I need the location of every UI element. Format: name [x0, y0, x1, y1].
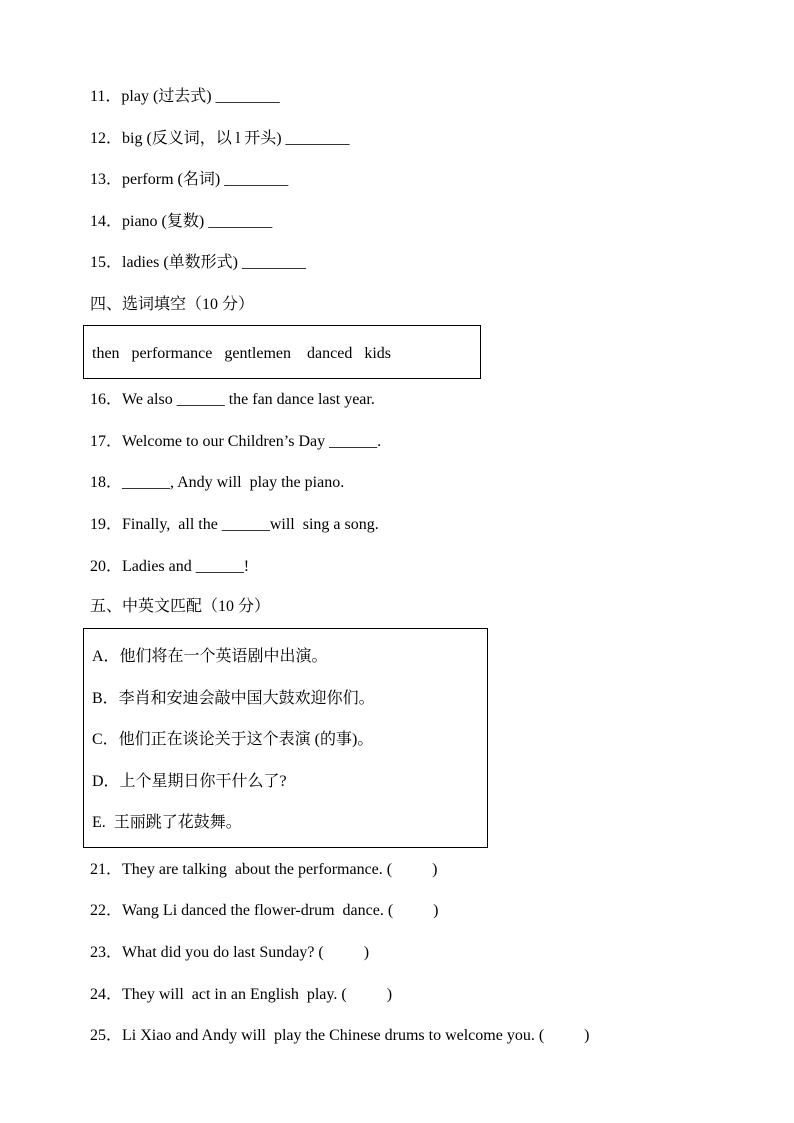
- question-18: 18．______, Andy will play the piano.: [90, 474, 345, 491]
- question-23: 23．What did you do last Sunday? ( ): [90, 944, 370, 961]
- question-25: 25．Li Xiao and Andy will play the Chinese drums to welcome you. ( ): [90, 1027, 590, 1044]
- question-12: 12．big (反义词，以 l 开头) ________: [90, 130, 350, 147]
- section-4-heading: 四、选词填空（10 分）: [90, 296, 255, 313]
- option-e: E. 王丽跳了花鼓舞。: [92, 814, 242, 831]
- option-b: B．李肖和安迪会敲中国大鼓欢迎你们。: [92, 690, 375, 707]
- question-15: 15．ladies (单数形式) ________: [90, 254, 306, 271]
- word-bank-text: then performance gentlemen danced kids: [92, 345, 391, 362]
- question-11: 11．play (过去式) ________: [90, 88, 280, 105]
- option-c: C．他们正在谈论关于这个表演 (的事)。: [92, 731, 374, 748]
- option-d: D．上个星期日你干什么了?: [92, 773, 287, 790]
- word-bank-box: [83, 325, 481, 379]
- section-5-heading: 五、中英文匹配（10 分）: [90, 598, 271, 615]
- option-a: A．他们将在一个英语剧中出演。: [92, 648, 328, 665]
- matching-options-box: [83, 628, 488, 848]
- question-22: 22．Wang Li danced the flower-drum dance. ( ): [90, 902, 439, 919]
- question-13: 13．perform (名词) ________: [90, 171, 289, 188]
- question-17: 17．Welcome to our Children’s Day ______.: [90, 433, 382, 450]
- question-16: 16．We also ______ the fan dance last year.: [90, 391, 375, 408]
- question-14: 14．piano (复数) ________: [90, 213, 273, 230]
- question-19: 19．Finally, all the ______will sing a song.: [90, 516, 379, 533]
- question-20: 20．Ladies and ______!: [90, 558, 250, 575]
- question-21: 21．They are talking about the performance. ( ): [90, 861, 438, 878]
- question-24: 24．They will act in an English play. ( ): [90, 986, 393, 1003]
